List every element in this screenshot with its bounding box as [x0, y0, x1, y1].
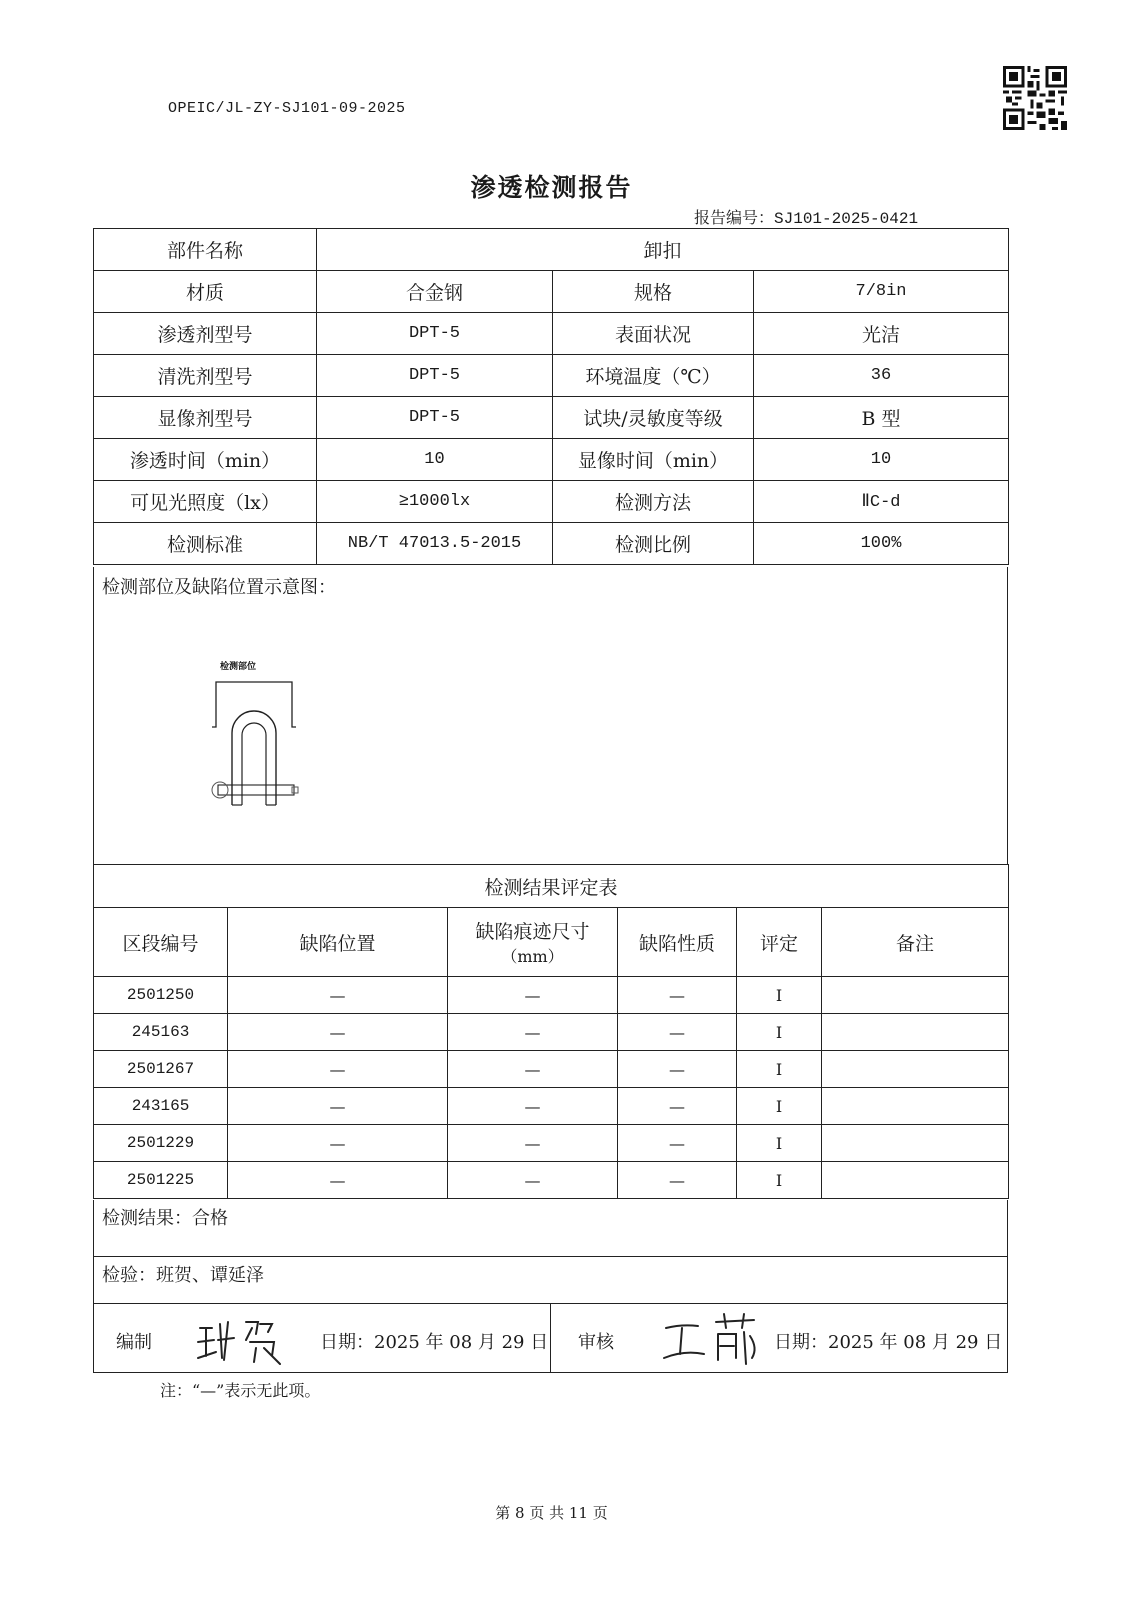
material-label: 材质	[94, 271, 317, 313]
temperature-label: 环境温度（℃）	[553, 355, 754, 397]
cell-section-no: 245163	[94, 1014, 228, 1051]
shackle-pin	[218, 785, 294, 795]
cell-remarks	[822, 1125, 1009, 1162]
development-time-label: 显像时间（min）	[553, 439, 754, 481]
compiled-label: 编制	[116, 1332, 152, 1353]
header-remarks: 备注	[822, 908, 1009, 977]
cell-remarks	[822, 1088, 1009, 1125]
cell-rating: Ⅰ	[737, 1014, 822, 1051]
cell-defect-nature: —	[618, 1125, 737, 1162]
cell-defect-size: —	[448, 977, 618, 1014]
table-row	[94, 977, 1009, 1014]
info-row-standard	[94, 523, 1009, 565]
method-label: 检测方法	[553, 481, 754, 523]
inspection-sketch-section	[93, 567, 1008, 864]
illuminance-value: ≥1000lx	[317, 481, 553, 523]
table-row	[94, 1051, 1009, 1088]
inspection-zone-outline	[212, 682, 296, 727]
standard-label: 检测标准	[94, 523, 317, 565]
results-caption-row	[94, 865, 1009, 908]
temperature-value: 36	[754, 355, 1009, 397]
cell-defect-size: —	[448, 1051, 618, 1088]
cell-rating: Ⅰ	[737, 1125, 822, 1162]
compiled-date-label: 日期：	[320, 1332, 374, 1353]
test-block-value: B 型	[754, 397, 1009, 439]
part-name-value: 卸扣	[317, 229, 1009, 271]
signature-row	[94, 1304, 1007, 1372]
ratio-label: 检测比例	[553, 523, 754, 565]
report-number-value: SJ101-2025-0421	[774, 210, 919, 228]
inspection-result: 检测结果：合格	[102, 1208, 228, 1229]
shackle-inner-outline	[242, 723, 266, 805]
cell-defect-size: —	[448, 1088, 618, 1125]
report-title: 渗透检测报告	[470, 173, 633, 202]
inspectors: 检验：班贺、谭延泽	[102, 1265, 264, 1286]
cell-defect-nature: —	[618, 977, 737, 1014]
document-code: OPEIC/JL-ZY-SJ101-09-2025	[168, 100, 406, 117]
cell-defect-nature: —	[618, 1051, 737, 1088]
cell-defect-size: —	[448, 1014, 618, 1051]
cell-defect-location: —	[228, 1014, 448, 1051]
footnote: 注：“—”表示无此项。	[160, 1381, 321, 1400]
penetrant-label: 渗透剂型号	[94, 313, 317, 355]
illuminance-label: 可见光照度（lx）	[94, 481, 317, 523]
review-label: 审核	[578, 1332, 614, 1353]
table-row	[94, 1162, 1009, 1199]
developer-value: DPT-5	[317, 397, 553, 439]
pin-head	[212, 782, 228, 798]
cell-section-no: 2501267	[94, 1051, 228, 1088]
cell-defect-nature: —	[618, 1162, 737, 1199]
material-value: 合金钢	[317, 271, 553, 313]
review-date-label: 日期：	[774, 1332, 828, 1353]
review-date-value: 2025 年 08 月 29 日	[828, 1332, 1003, 1353]
cell-defect-location: —	[228, 977, 448, 1014]
cell-remarks	[822, 1014, 1009, 1051]
cell-section-no: 243165	[94, 1088, 228, 1125]
cell-section-no: 2501250	[94, 977, 228, 1014]
sketch-label: 检测部位及缺陷位置示意图：	[102, 577, 336, 598]
results-header-row	[94, 908, 1009, 977]
result-row	[94, 1200, 1007, 1257]
compiled-signature	[194, 1312, 294, 1368]
cell-defect-size: —	[448, 1162, 618, 1199]
table-row	[94, 1088, 1009, 1125]
shackle-outer-outline	[232, 711, 276, 805]
cell-defect-location: —	[228, 1162, 448, 1199]
cell-remarks	[822, 1051, 1009, 1088]
cell-section-no: 2501225	[94, 1162, 228, 1199]
development-time-value: 10	[754, 439, 1009, 481]
header-defect-location: 缺陷位置	[228, 908, 448, 977]
header-section-no: 区段编号	[94, 908, 228, 977]
info-row-time	[94, 439, 1009, 481]
cell-section-no: 2501229	[94, 1125, 228, 1162]
report-number-label: 报告编号：	[694, 208, 775, 227]
developer-label: 显像剂型号	[94, 397, 317, 439]
info-row-cleaner	[94, 355, 1009, 397]
info-row-developer	[94, 397, 1009, 439]
compiled-date	[320, 1328, 548, 1354]
cell-rating: Ⅰ	[737, 1162, 822, 1199]
results-caption: 检测结果评定表	[94, 865, 1009, 908]
cleaner-label: 清洗剂型号	[94, 355, 317, 397]
page-number: 第 8 页 共 11 页	[495, 1504, 608, 1522]
surface-value: 光洁	[754, 313, 1009, 355]
info-row-light	[94, 481, 1009, 523]
inspector-row	[94, 1257, 1007, 1304]
penetration-time-value: 10	[317, 439, 553, 481]
header-defect-size	[448, 908, 618, 977]
cell-rating: Ⅰ	[737, 1051, 822, 1088]
pin-nut	[292, 787, 298, 793]
cell-rating: Ⅰ	[737, 977, 822, 1014]
results-table	[93, 864, 1009, 1199]
inspection-info-table	[93, 228, 1009, 565]
cell-defect-nature: —	[618, 1088, 737, 1125]
method-value: ⅡC-d	[754, 481, 1009, 523]
cell-defect-size: —	[448, 1125, 618, 1162]
cleaner-value: DPT-5	[317, 355, 553, 397]
header-defect-size-unit: （mm）	[501, 947, 564, 966]
signature-divider	[550, 1304, 551, 1372]
spec-label: 规格	[553, 271, 754, 313]
cell-remarks	[822, 977, 1009, 1014]
penetrant-value: DPT-5	[317, 313, 553, 355]
header-rating: 评定	[737, 908, 822, 977]
cell-defect-location: —	[228, 1051, 448, 1088]
info-row-penetrant	[94, 313, 1009, 355]
header-defect-nature: 缺陷性质	[618, 908, 737, 977]
qr-code-icon	[1003, 66, 1067, 130]
test-block-label: 试块/灵敏度等级	[553, 397, 754, 439]
cell-defect-location: —	[228, 1125, 448, 1162]
surface-label: 表面状况	[553, 313, 754, 355]
standard-value: NB/T 47013.5-2015	[317, 523, 553, 565]
review-signature	[658, 1308, 768, 1368]
conclusion-section	[93, 1200, 1008, 1373]
report-number	[694, 205, 918, 228]
penetration-time-label: 渗透时间（min）	[94, 439, 317, 481]
info-row-material	[94, 271, 1009, 313]
review-date	[774, 1328, 1002, 1354]
diagram-label: 检测部位	[220, 662, 257, 672]
shackle-diagram	[204, 655, 324, 820]
info-row-part	[94, 229, 1009, 271]
table-row	[94, 1014, 1009, 1051]
compiled-date-value: 2025 年 08 月 29 日	[374, 1332, 549, 1353]
table-row	[94, 1125, 1009, 1162]
cell-remarks	[822, 1162, 1009, 1199]
ratio-value: 100%	[754, 523, 1009, 565]
spec-value: 7/8in	[754, 271, 1009, 313]
cell-defect-location: —	[228, 1088, 448, 1125]
cell-rating: Ⅰ	[737, 1088, 822, 1125]
cell-defect-nature: —	[618, 1014, 737, 1051]
header-defect-size-text: 缺陷痕迹尺寸	[475, 921, 590, 943]
part-name-label: 部件名称	[94, 229, 317, 271]
